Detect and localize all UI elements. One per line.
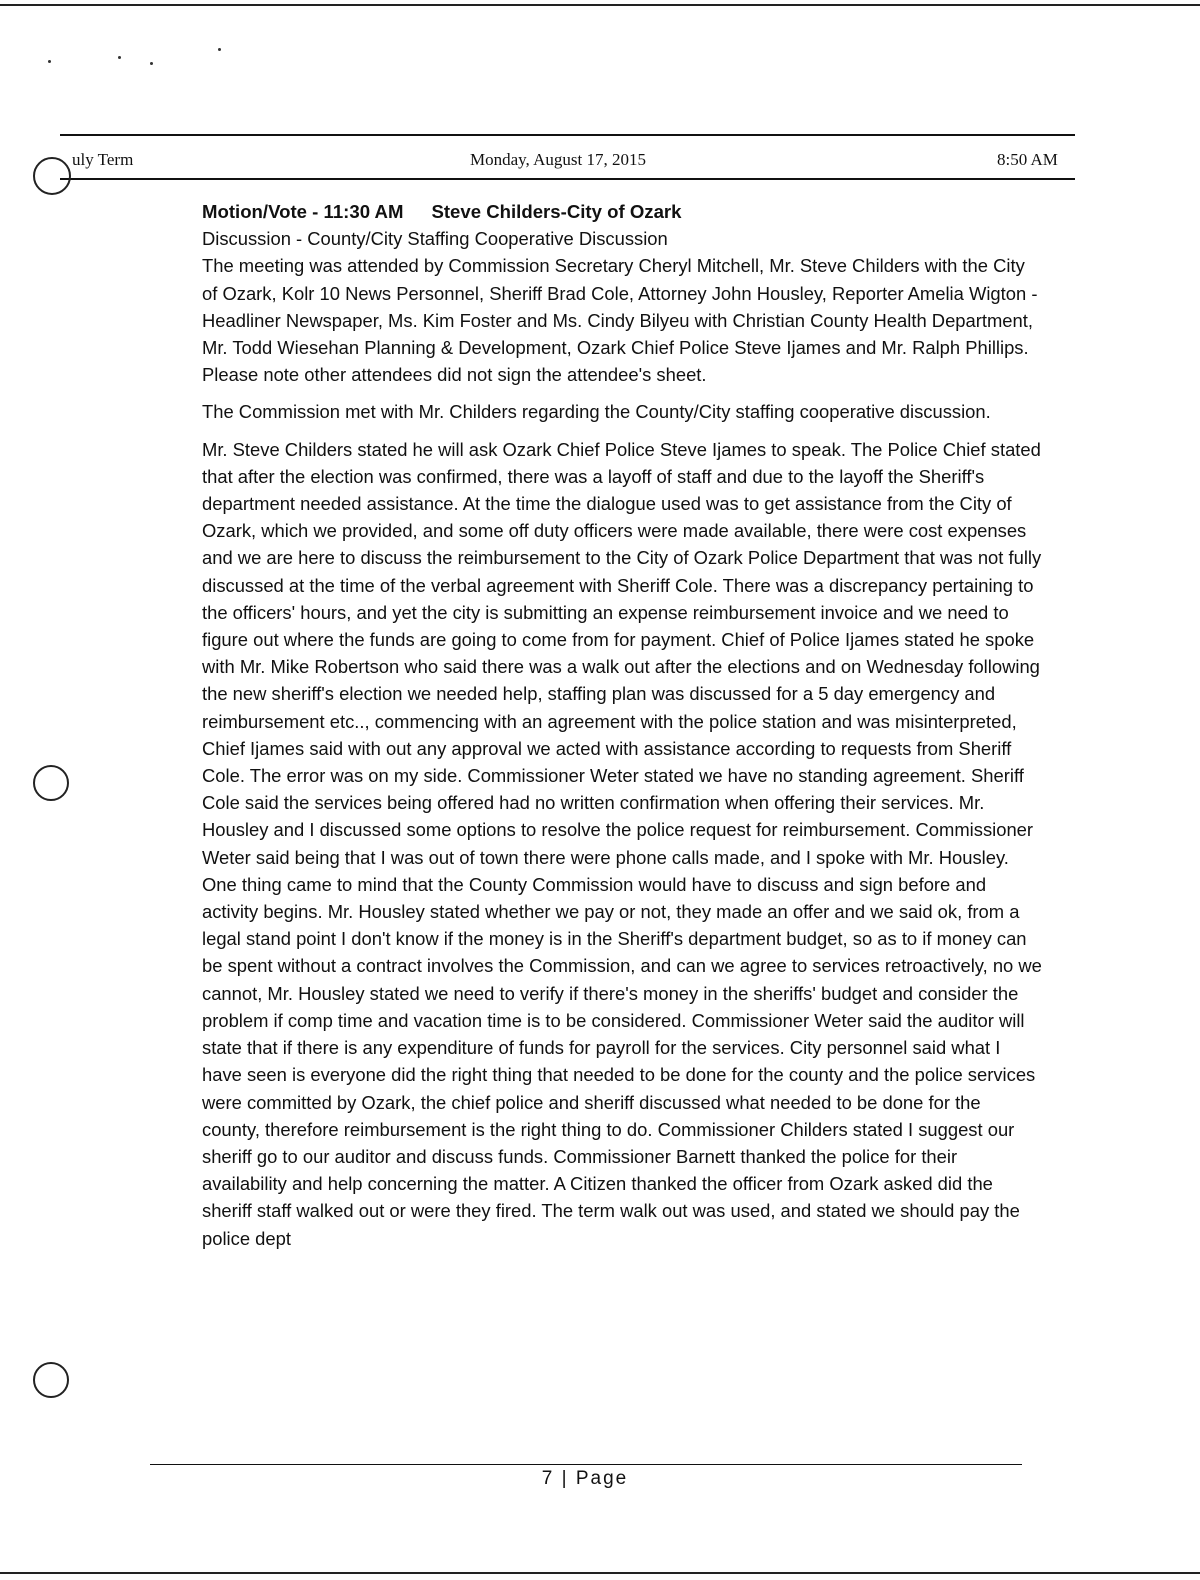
meeting-time: 8:50 AM	[997, 150, 1058, 169]
agenda-item-title	[202, 198, 1042, 225]
punch-hole-icon	[33, 157, 71, 195]
discussion-label: Discussion - County/City Staffing Cooperative Discussion	[202, 228, 668, 250]
scan-edge-bottom	[0, 1572, 1200, 1574]
discussion-paragraph: Mr. Steve Childers stated he will ask Ozark Chief Police Steve Ijames to speak. The Police Chief stated that after the election was confirmed, there was a layoff of staff and due to the layoff the Sheriff's department needed assistance. At the time the dialogue used was to get assistance from the City of Ozark, which we provided, and some off duty officers were made available, there were cost expenses and we are here to discuss the reimbursement to the City of Ozark Police Department that was not fully discussed at the time of the verbal agreement with Sheriff Cole. There was a discrepancy pertaining to the officers' hours, and yet the city is submitting an expense reimbursement invoice and we need to figure out where the funds are going to come from for payment. Chief of Police Ijames stated he spoke with Mr. Mike Robertson who said there was a walk out after the elections and on Wednesday following the new sheriff's election we needed help, staffing plan was discussed for a 5 day emergency and reimbursement etc.., commencing with an agreement with the police station and was misinterpreted, Chief Ijames said with out any approval we acted with assistance according to requests from Sheriff Cole. The error was on my side. Commissioner Weter stated we have no standing agreement. Sheriff Cole said the services being offered had no written confirmation when offering their services. Mr. Housley and I discussed some options to resolve the police request for reimbursement. Commissioner Weter said being that I was out of town there were phone calls made, and I spoke with Mr. Housley. One thing came to mind that the County Commission would have to discuss and sign before and activity begins. Mr. Housley stated whether we pay or not, they made an offer and we said ok, from a legal stand point I don't know if the money is in the Sheriff's department budget, so as to if money can be spent without a contract involves the Commission, and can we agree to services retroactively, no we cannot, Mr. Housley stated we need to verify if there's money in the sheriffs' budget and consider the problem if comp time and vacation time is to be considered. Commissioner Weter said the auditor will state that if there is any expenditure of funds for payroll for the services. City personnel said what I have seen is everyone did the right thing that needed to be done for the county and the police services were committed by Ozark, the chief police and sheriff discussed what needed to be done for the county, therefore reimbursement is the right thing to do. Commissioner Childers stated I suggest our sheriff go to our auditor and discuss funds. Commissioner Barnett thanked the police for their availability and help concerning the matter. A Citizen thanked the officer from Ozark asked did the sheriff staff walked out or were they fired. The term walk out was used, and stated we should pay the police dept	[202, 438, 1042, 1249]
agenda-subject: Steve Childers-City of Ozark	[431, 201, 682, 222]
scan-edge-top	[0, 4, 1200, 6]
scan-speck	[150, 62, 153, 65]
header-rule-top	[60, 134, 1075, 136]
scan-speck	[118, 56, 121, 59]
motion-label: Motion/Vote - 11:30 AM	[202, 201, 404, 222]
minutes-body	[202, 198, 1042, 1262]
purpose-paragraph: The Commission met with Mr. Childers regarding the County/City staffing cooperative discussion.	[202, 401, 991, 423]
footer-rule	[150, 1464, 1022, 1465]
attendance-paragraph: The meeting was attended by Commission Secretary Cheryl Mitchell, Mr. Steve Childers with the City of Ozark, Kolr 10 News Personnel, Sheriff Brad Cole, Attorney John Housley, Reporter Amelia Wigton - Headliner Newspaper, Ms. Kim Foster and Ms. Cindy Bilyeu with Christian County Health Department, Mr. Todd Wiesehan Planning & Development, Ozark Chief Police Steve Ijames and Mr. Ralph Phillips. Please note other attendees did not sign the attendee's sheet.	[202, 255, 1038, 386]
term-label: uly Term	[72, 150, 134, 169]
header-rule-bottom	[60, 178, 1075, 180]
scan-speck	[48, 60, 51, 63]
meeting-date: Monday, August 17, 2015	[470, 150, 646, 169]
punch-hole-icon	[33, 1362, 69, 1398]
punch-hole-icon	[33, 765, 69, 801]
page-number: 7 | Page	[541, 1468, 629, 1489]
scan-speck	[218, 48, 221, 51]
